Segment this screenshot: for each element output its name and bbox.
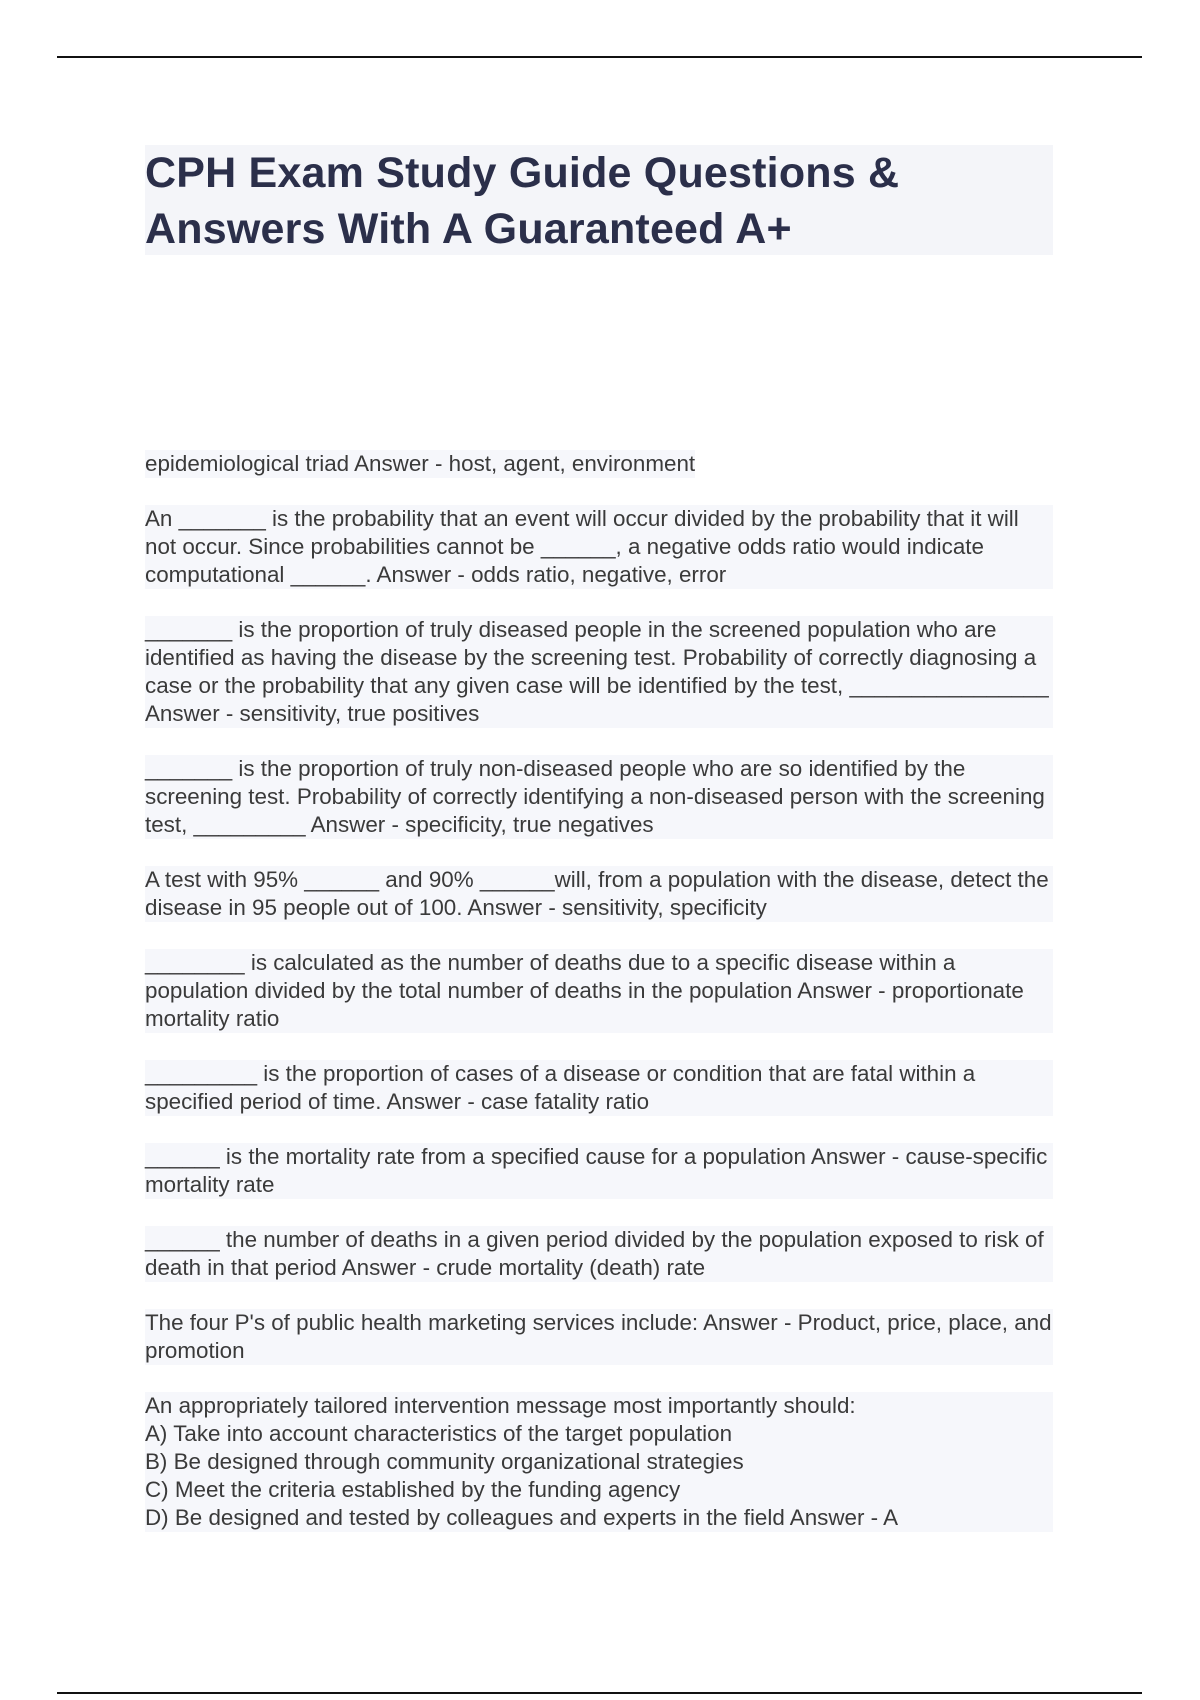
title-block <box>145 145 1053 255</box>
qa-item: _________ is the proportion of cases of a disease or condition that are fatal within a specified period of time. Answer - case fatality ratio <box>145 1060 1053 1116</box>
qa-item: A test with 95% ______ and 90% ______will, from a population with the disease, detect the disease in 95 people out of 100. Answer - sensitivity, specificity <box>145 867 1055 920</box>
qa-item: _______ is the proportion of truly non-diseased people who are so identified by the screening test. Probability of correctly identifying a non-diseased person with the screening test, _________ Answer - specificity, true negatives <box>145 756 1052 837</box>
bottom-rule <box>57 1692 1142 1694</box>
qa-item: ______ is the mortality rate from a specified cause for a population Answer - cause-specific mortality rate <box>145 1144 1054 1197</box>
qa-item: An _______ is the probability that an event will occur divided by the probability that it will not occur. Since probabilities cannot be ______, a negative odds ratio would indicate computational ______. Answer - odds ratio, negative, error <box>145 505 1053 589</box>
qa-item: epidemiological triad Answer - host, agent, environment <box>145 451 696 476</box>
qa-item: ______ the number of deaths in a given period divided by the population exposed to risk of death in that period Answer - crude mortality (death) rate <box>145 1226 1053 1282</box>
qa-item: ________ is calculated as the number of deaths due to a specific disease within a population divided by the total number of deaths in the population Answer - proportionate mortality ratio <box>145 949 1053 1033</box>
top-rule <box>57 56 1142 58</box>
qa-item: The four P's of public health marketing services include: Answer - Product, price, place, and promotion <box>145 1310 1058 1363</box>
qa-list <box>145 450 1058 1559</box>
qa-item: _______ is the proportion of truly diseased people in the screened population who are identified as having the disease by the screening test. Probability of correctly diagnosing a case or the probability that any given case will be identified by the test, ________________ Answer - sensitivity, true positives <box>145 617 1054 726</box>
qa-item: An appropriately tailored intervention message most importantly should: A) Take into account characteristics of the target population B) Be designed through community organizational strategies C) Meet the criteria established by the funding agency D) Be designed and tested by colleagues and experts in the field Answer - A <box>145 1392 1053 1532</box>
page-title: CPH Exam Study Guide Questions & Answers With A Guaranteed A+ <box>145 149 900 253</box>
